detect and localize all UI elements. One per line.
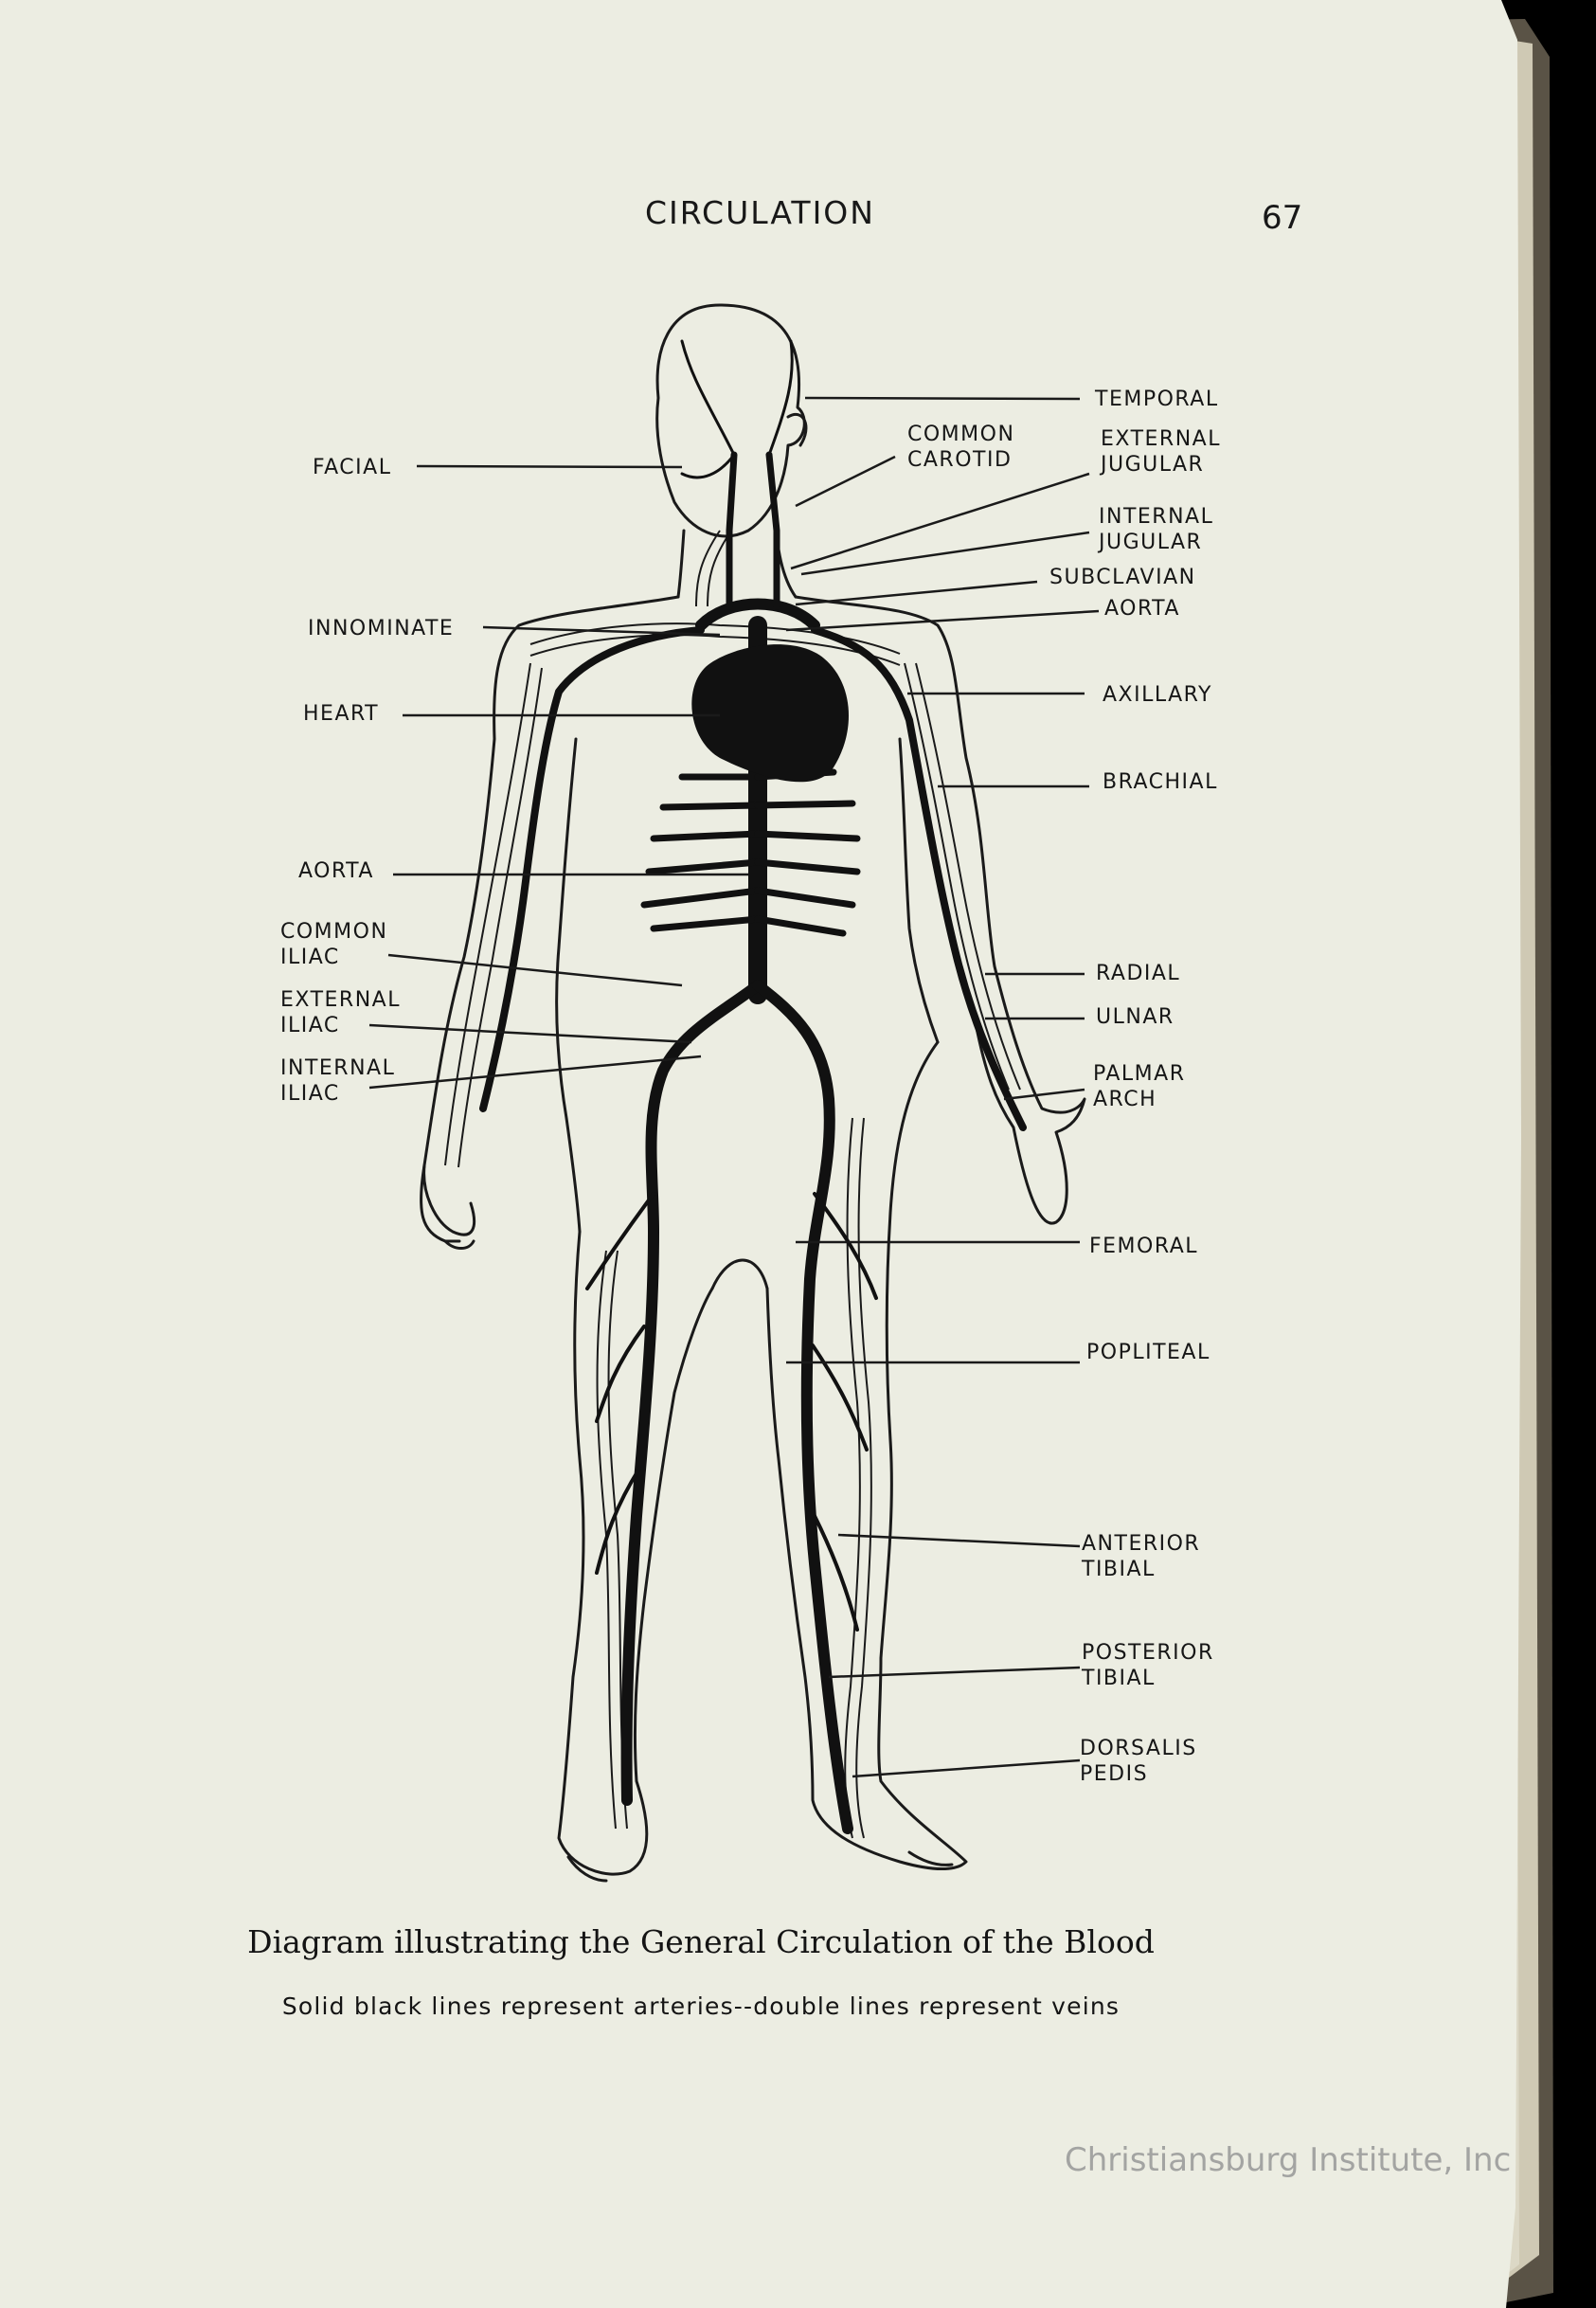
label-axillary: AXILLARY [1103,683,1212,707]
label-palmar-arch: PALMAR ARCH [1093,1062,1186,1111]
label-temporal: TEMPORAL [1095,388,1219,411]
label-subclavian: SUBCLAVIAN [1049,566,1196,589]
figure-subcaption: Solid black lines represent arteries--double lines represent veins [281,1992,1121,2020]
label-innominate: INNOMINATE [308,617,455,640]
label-popliteal: POPLITEAL [1086,1341,1210,1364]
label-internal-iliac: INTERNAL ILIAC [280,1056,396,1106]
label-external-iliac: EXTERNAL ILIAC [280,988,401,1037]
watermark: Christiansburg Institute, Inc [1065,2141,1512,2179]
label-posterior-tibial: POSTERIOR TIBIAL [1082,1641,1214,1690]
label-aorta-lower: AORTA [298,859,374,883]
label-radial: RADIAL [1096,962,1181,985]
label-brachial: BRACHIAL [1103,770,1218,794]
page-number: 67 [1262,199,1303,237]
figure-caption: Diagram illustrating the General Circulation of the Blood [247,1923,1155,1960]
label-common-iliac: COMMON ILIAC [280,920,388,969]
label-external-jugular: EXTERNAL JUGULAR [1101,427,1221,477]
label-ulnar: ULNAR [1096,1005,1175,1029]
label-anterior-tibial: ANTERIOR TIBIAL [1082,1532,1201,1581]
label-internal-jugular: INTERNAL JUGULAR [1099,505,1214,554]
label-facial: FACIAL [313,456,392,479]
label-common-carotid: COMMON CAROTID [907,423,1015,472]
label-aorta-upper: AORTA [1104,597,1180,621]
label-heart: HEART [303,702,380,726]
label-dorsalis-pedis: DORSALIS PEDIS [1080,1737,1197,1786]
running-header: CIRCULATION [645,194,875,231]
label-femoral: FEMORAL [1089,1235,1199,1258]
